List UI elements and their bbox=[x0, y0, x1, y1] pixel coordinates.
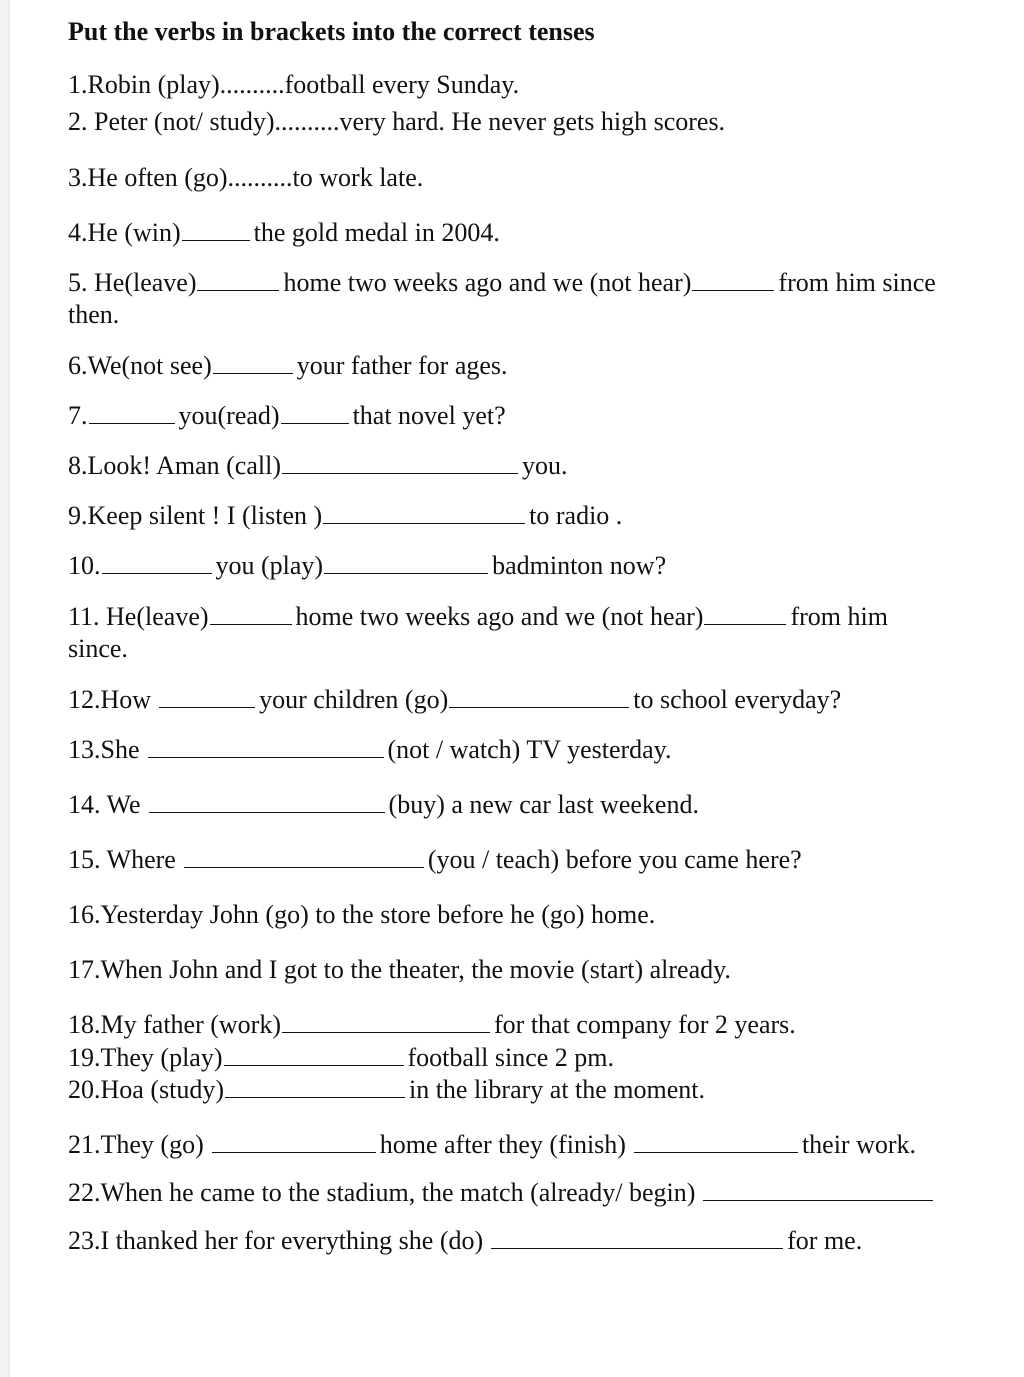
question-6-text-b: your father for ages. bbox=[296, 351, 508, 380]
question-11-text-c: from him bbox=[790, 602, 888, 631]
answer-blank[interactable] bbox=[692, 268, 774, 291]
question-7-text-b: you(read) bbox=[178, 401, 280, 430]
question-12-text-b: your children (go) bbox=[259, 685, 449, 714]
question-19-text-b: football since 2 pm. bbox=[407, 1043, 615, 1072]
answer-blank[interactable] bbox=[491, 1226, 783, 1249]
question-22-text-a: 22.When he came to the stadium, the match (already/ begin) bbox=[68, 1178, 696, 1207]
answer-blank[interactable] bbox=[634, 1130, 798, 1153]
question-7-text-a: 7. bbox=[68, 401, 88, 430]
question-18-text-a: 18.My father (work) bbox=[68, 1010, 281, 1039]
question-14-text-b: (buy) a new car last weekend. bbox=[388, 790, 699, 819]
question-12-text-c: to school everyday? bbox=[633, 685, 842, 714]
answer-blank[interactable] bbox=[704, 602, 786, 625]
question-10-text-b: you (play) bbox=[215, 551, 324, 580]
answer-blank[interactable] bbox=[324, 551, 488, 574]
question-18 bbox=[68, 1009, 796, 1041]
question-8 bbox=[68, 450, 568, 482]
question-20-text-b: in the library at the moment. bbox=[408, 1075, 706, 1104]
question-22 bbox=[68, 1177, 937, 1209]
question-11-text-a: 11. He(leave) bbox=[68, 602, 209, 631]
question-13 bbox=[68, 734, 672, 766]
question-23 bbox=[68, 1225, 862, 1257]
question-8-text-b: you. bbox=[522, 451, 568, 480]
question-15-text-b: (you / teach) before you came here? bbox=[427, 845, 802, 874]
question-6 bbox=[68, 350, 508, 382]
question-10 bbox=[68, 550, 666, 582]
question-14-text-a: 14. We bbox=[68, 790, 141, 819]
question-7-text-c: that novel yet? bbox=[352, 401, 506, 430]
answer-blank[interactable] bbox=[89, 401, 175, 424]
question-21 bbox=[68, 1129, 916, 1161]
question-5-text-c: from him since bbox=[778, 268, 936, 297]
question-15-text-a: 15. Where bbox=[68, 845, 176, 874]
question-12 bbox=[68, 684, 841, 716]
question-15 bbox=[68, 844, 802, 876]
question-9-text-a: 9.Keep silent ! I (listen ) bbox=[68, 501, 323, 530]
question-20 bbox=[68, 1074, 705, 1106]
question-21-text-a: 21.They (go) bbox=[68, 1130, 204, 1159]
question-12-text-a: 12.How bbox=[68, 685, 152, 714]
question-13-text-b: (not / watch) TV yesterday. bbox=[387, 735, 672, 764]
question-6-text-a: 6.We(not see) bbox=[68, 351, 212, 380]
question-5 bbox=[68, 267, 936, 299]
question-4-text-b: the gold medal in 2004. bbox=[253, 218, 500, 247]
answer-blank[interactable] bbox=[102, 551, 212, 574]
answer-blank[interactable] bbox=[159, 685, 255, 708]
worksheet-page bbox=[10, 0, 1024, 1377]
question-5-text-b: home two weeks ago and we (not hear) bbox=[283, 268, 692, 297]
answer-blank[interactable] bbox=[703, 1178, 933, 1201]
question-5-continuation: then. bbox=[68, 300, 120, 329]
question-7 bbox=[68, 400, 506, 432]
question-17: 17.When John and I got to the theater, the movie (start) already. bbox=[68, 955, 731, 984]
answer-blank[interactable] bbox=[149, 790, 385, 813]
question-23-text-b: for me. bbox=[787, 1226, 863, 1255]
answer-blank[interactable] bbox=[212, 1130, 376, 1153]
question-9-text-b: to radio . bbox=[529, 501, 623, 530]
answer-blank[interactable] bbox=[148, 735, 384, 758]
question-4-text-a: 4.He (win) bbox=[68, 218, 181, 247]
question-21-text-c: their work. bbox=[801, 1130, 917, 1159]
question-21-text-b: home after they (finish) bbox=[379, 1130, 626, 1159]
answer-blank[interactable] bbox=[282, 1010, 490, 1033]
question-9 bbox=[68, 500, 622, 532]
question-14 bbox=[68, 789, 699, 821]
question-5-text-a: 5. He(leave) bbox=[68, 268, 197, 297]
answer-blank[interactable] bbox=[213, 351, 293, 374]
answer-blank[interactable] bbox=[224, 1043, 404, 1066]
question-20-text-a: 20.Hoa (study) bbox=[68, 1075, 224, 1104]
answer-blank[interactable] bbox=[323, 501, 525, 524]
answer-blank[interactable] bbox=[182, 218, 250, 241]
question-16: 16.Yesterday John (go) to the store before he (go) home. bbox=[68, 900, 656, 929]
question-23-text-a: 23.I thanked her for everything she (do) bbox=[68, 1226, 484, 1255]
question-3: 3.He often (go)..........to work late. bbox=[68, 163, 424, 192]
answer-blank[interactable] bbox=[225, 1075, 405, 1098]
question-10-text-a: 10. bbox=[68, 551, 101, 580]
question-8-text-a: 8.Look! Aman (call) bbox=[68, 451, 281, 480]
answer-blank[interactable] bbox=[282, 451, 518, 474]
answer-blank[interactable] bbox=[210, 602, 292, 625]
question-11 bbox=[68, 601, 888, 633]
question-11-continuation: since. bbox=[68, 634, 128, 663]
question-19-text-a: 19.They (play) bbox=[68, 1043, 223, 1072]
question-10-text-c: badminton now? bbox=[492, 551, 667, 580]
question-2: 2. Peter (not/ study)..........very hard. He never gets high scores. bbox=[68, 107, 726, 136]
question-11-text-b: home two weeks ago and we (not hear) bbox=[295, 602, 704, 631]
question-13-text-a: 13.She bbox=[68, 735, 140, 764]
question-19 bbox=[68, 1042, 614, 1074]
answer-blank[interactable] bbox=[197, 268, 279, 291]
question-18-text-b: for that company for 2 years. bbox=[494, 1010, 796, 1039]
answer-blank[interactable] bbox=[449, 685, 629, 708]
question-4 bbox=[68, 217, 500, 249]
answer-blank[interactable] bbox=[184, 845, 424, 868]
worksheet-title: Put the verbs in brackets into the correct tenses bbox=[68, 17, 595, 46]
answer-blank[interactable] bbox=[281, 401, 349, 424]
question-1: 1.Robin (play)..........football every Sunday. bbox=[68, 70, 520, 99]
